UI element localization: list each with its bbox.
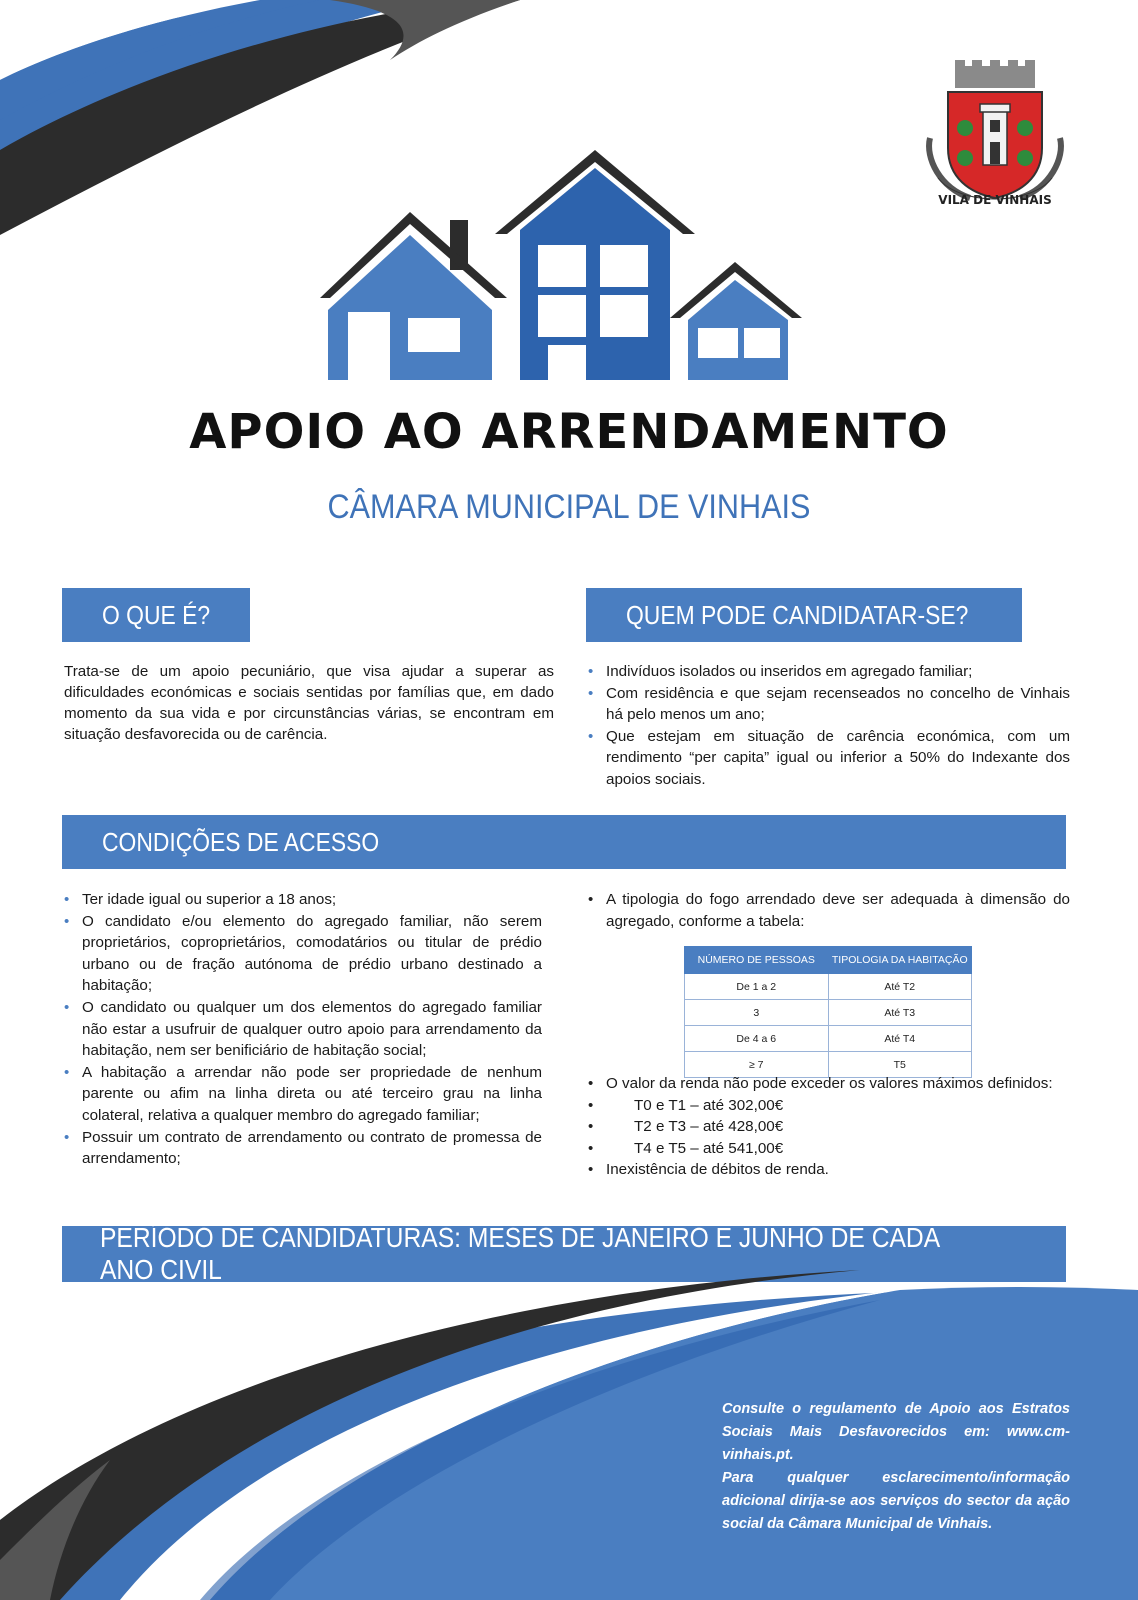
rent-limits-list [586, 1073, 1070, 1181]
list-item: • O candidato ou qualquer um dos elementos do agregado familiar não estar a usufruir de qualquer outro apoio para arrendamento da habitação, nem ser benificiário de habitação social; [62, 997, 542, 1062]
table-header: NÚMERO DE PESSOAS [685, 947, 829, 974]
table-header: TIPOLOGIA DA HABITAÇÃO [828, 947, 972, 974]
table-row [685, 1000, 972, 1026]
what-description: Trata-se de um apoio pecuniário, que visa ajudar a superar as dificuldades económicas e sociais sentidas por famílias que, em dado momento da sua vida e por circunstâncias várias, se encontram em situação desfavorecida ou de carência. [64, 663, 554, 743]
conditions-list-right [586, 889, 1070, 932]
section-heading-who: QUEM PODE CANDIDATAR-SE? [586, 588, 1022, 642]
list-item: • Possuir um contrato de arrendamento ou contrato de promessa de arrendamento; [62, 1127, 542, 1170]
table-cell: T5 [828, 1052, 972, 1078]
list-item: • T2 e T3 – até 428,00€ [586, 1116, 1070, 1138]
table-cell: Até T3 [828, 1000, 972, 1026]
table-cell: 3 [685, 1000, 829, 1026]
houses-illustration [300, 150, 820, 390]
section-heading-what: O QUE É? [62, 588, 250, 642]
table-cell: ≥ 7 [685, 1052, 829, 1078]
main-title: APOIO AO ARRENDAMENTO [189, 404, 949, 460]
svg-text:VILA DE VINHAIS: VILA DE VINHAIS [938, 193, 1052, 207]
list-item: • A habitação a arrendar não pode ser propriedade de nenhum parente ou afim na linha direta ou até terceiro grau na linha colateral, relativa a qualquer membro do agregado familiar; [62, 1062, 542, 1127]
municipality-subtitle: CÂMARA MUNICIPAL DE VINHAIS [327, 488, 811, 526]
list-item: • Que estejam em situação de carência económica, com um rendimento “per capita” igual ou inferior a 50% do Indexante dos apoios sociais. [586, 726, 1070, 791]
typology-table [684, 946, 972, 1078]
table-row [685, 974, 972, 1000]
table-cell: De 1 a 2 [685, 974, 829, 1000]
list-item: • Ter idade igual ou superior a 18 anos; [62, 889, 542, 911]
application-period-banner: PERÍODO DE CANDIDATURAS: MESES DE JANEIRO E JUNHO DE CADA ANO CIVIL [62, 1226, 1066, 1282]
table-cell: De 4 a 6 [685, 1026, 829, 1052]
list-item: • Indivíduos isolados ou inseridos em agregado familiar; [586, 661, 1070, 683]
who-list [586, 661, 1070, 791]
footer-info [722, 1398, 1070, 1536]
list-item: • O valor da renda não pode exceder os valores máximos definidos: [586, 1073, 1070, 1095]
vinhais-crest-logo [920, 58, 1070, 208]
table-row [685, 1026, 972, 1052]
list-item: • T4 e T5 – até 541,00€ [586, 1138, 1070, 1160]
conditions-list-left [62, 889, 542, 1170]
list-item: • Inexistência de débitos de renda. [586, 1159, 1070, 1181]
section-heading-conditions: CONDIÇÕES DE ACESSO [62, 815, 1066, 869]
list-item: • A tipologia do fogo arrendado deve ser adequada à dimensão do agregado, conforme a tabela: [586, 889, 1070, 932]
list-item: • Com residência e que sejam recenseados no concelho de Vinhais há pelo menos um ano; [586, 683, 1070, 726]
table-cell: Até T2 [828, 974, 972, 1000]
footer-regulation-text: Consulte o regulamento de Apoio aos Estratos Sociais Mais Desfavorecidos em: www.cm-vinhais.pt. [722, 1401, 1070, 1463]
table-cell: Até T4 [828, 1026, 972, 1052]
list-item: • T0 e T1 – até 302,00€ [586, 1095, 1070, 1117]
list-item: • O candidato e/ou elemento do agregado familiar, não serem proprietários, coproprietários, comodatários ou titular de prédio urbano ou de fração autónoma de prédio urbano destinado a habitação; [62, 911, 542, 997]
footer-contact-text: Para qualquer esclarecimento/informação adicional dirija-se aos serviços do sector da ação social da Câmara Municipal de Vinhais. [722, 1470, 1070, 1532]
